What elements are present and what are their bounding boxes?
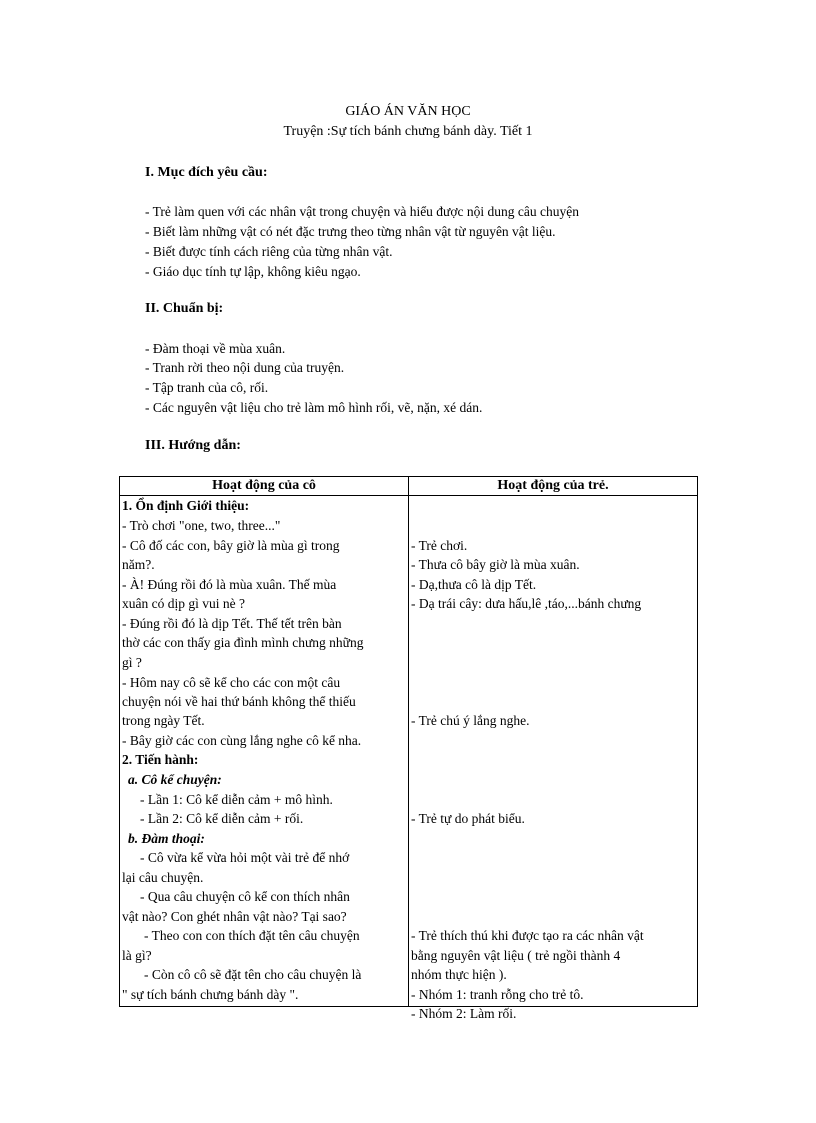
- section-1-heading: I. Mục đích yêu cầu:: [145, 165, 268, 180]
- teacher-line: " sự tích bánh chưng bánh dày ".: [122, 987, 299, 1002]
- children-line: - Nhóm 2: Làm rối.: [411, 1006, 517, 1021]
- teacher-line: năm?.: [122, 557, 155, 572]
- children-line: nhóm thực hiện ).: [411, 967, 507, 982]
- teacher-line: - Theo con con thích đặt tên câu chuyện: [144, 928, 360, 943]
- sub-step-heading: a. Cô kể chuyện:: [128, 772, 222, 787]
- children-activity-cell: [409, 496, 698, 1021]
- section-2-line: - Tranh rời theo nội dung của truyện.: [145, 360, 345, 375]
- document-title: GIÁO ÁN VĂN HỌC: [345, 104, 471, 119]
- teacher-column-header: Hoạt động của cô: [120, 477, 409, 496]
- teacher-line: thờ các con thấy gia đình mình chưng những: [122, 635, 364, 650]
- section-2-line: - Tập tranh của cô, rối.: [145, 380, 269, 395]
- children-line: - Dạ,thưa cô là dịp Tết.: [411, 577, 537, 592]
- teacher-line: - Bây giờ các con cùng lắng nghe cô kể nha.: [122, 733, 362, 748]
- section-2-heading: II. Chuẩn bị:: [145, 301, 224, 316]
- children-column-header: Hoạt động của trẻ.: [409, 477, 698, 496]
- teacher-line: - Đúng rồi đó là dịp Tết. Thế tết trên bàn: [122, 616, 342, 631]
- teacher-line: - Cô vừa kể vừa hỏi một vài trẻ để nhớ: [140, 850, 350, 865]
- teacher-line: gì ?: [122, 655, 142, 670]
- section-2-line: - Các nguyên vật liệu cho trẻ làm mô hình rối, vẽ, nặn, xé dán.: [145, 400, 483, 415]
- children-line: - Trẻ thích thú khi được tạo ra các nhân vật: [411, 928, 644, 943]
- teacher-line: - À! Đúng rồi đó là mùa xuân. Thế mùa: [122, 577, 337, 592]
- teacher-line: - Qua câu chuyện cô kể con thích nhân: [140, 889, 350, 904]
- teacher-line: - Lần 2: Cô kể diễn cảm + rối.: [140, 811, 304, 826]
- section-1-line: - Biết làm những vật có nét đặc trưng theo từng nhân vật từ nguyên vật liệu.: [145, 224, 556, 239]
- table-row: [120, 496, 698, 1007]
- teacher-line: lại câu chuyện.: [122, 870, 204, 885]
- step-heading: 1. Ổn định Giới thiệu:: [122, 498, 250, 513]
- children-line: bằng nguyên vật liệu ( trẻ ngồi thành 4: [411, 948, 621, 963]
- section-3-heading: III. Hướng dẫn:: [145, 438, 241, 453]
- activity-table: [119, 476, 698, 1021]
- children-line: - Thưa cô bây giờ là mùa xuân.: [411, 557, 580, 572]
- teacher-line: vật nào? Con ghét nhân vật nào? Tại sao?: [122, 909, 347, 924]
- teacher-line: trong ngày Tết.: [122, 713, 205, 728]
- section-1-line: - Trẻ làm quen với các nhân vật trong chuyện và hiểu được nội dung câu chuyện: [145, 204, 579, 219]
- children-line: - Trẻ tự do phát biểu.: [411, 811, 525, 826]
- teacher-line: - Còn cô cô sẽ đặt tên cho câu chuyện là: [144, 967, 362, 982]
- teacher-line: xuân có dịp gì vui nè ?: [122, 596, 245, 611]
- table-header-row: [120, 477, 698, 496]
- section-1-line: - Biết được tính cách riêng của từng nhân vật.: [145, 244, 393, 259]
- teacher-line: - Cô đố các con, bây giờ là mùa gì trong: [122, 538, 340, 553]
- teacher-line: - Hôm nay cô sẽ kể cho các con một câu: [122, 675, 341, 690]
- children-line: - Trẻ chơi.: [411, 538, 468, 553]
- teacher-line: chuyện nói về hai thứ bánh không thể thiếu: [122, 694, 356, 709]
- children-line: - Trẻ chú ý lắng nghe.: [411, 713, 530, 728]
- teacher-line: - Trò chơi "one, two, three...": [122, 518, 281, 533]
- children-line: - Dạ trái cây: dưa hấu,lê ,táo,...bánh chưng: [411, 596, 642, 611]
- section-2-line: - Đàm thoại về mùa xuân.: [145, 341, 286, 356]
- sub-step-heading: b. Đàm thoại:: [128, 831, 205, 846]
- teacher-activity-cell: [120, 496, 409, 1007]
- teacher-line: là gì?: [122, 948, 152, 963]
- teacher-line: - Lần 1: Cô kể diễn cảm + mô hình.: [140, 792, 333, 807]
- children-line: - Nhóm 1: tranh rỗng cho trẻ tô.: [411, 987, 584, 1002]
- section-1-line: - Giáo dục tính tự lập, không kiêu ngạo.: [145, 264, 361, 279]
- step-heading: 2. Tiến hành:: [122, 752, 199, 767]
- document-subtitle: Truyện :Sự tích bánh chưng bánh dày. Tiết 1: [283, 124, 533, 139]
